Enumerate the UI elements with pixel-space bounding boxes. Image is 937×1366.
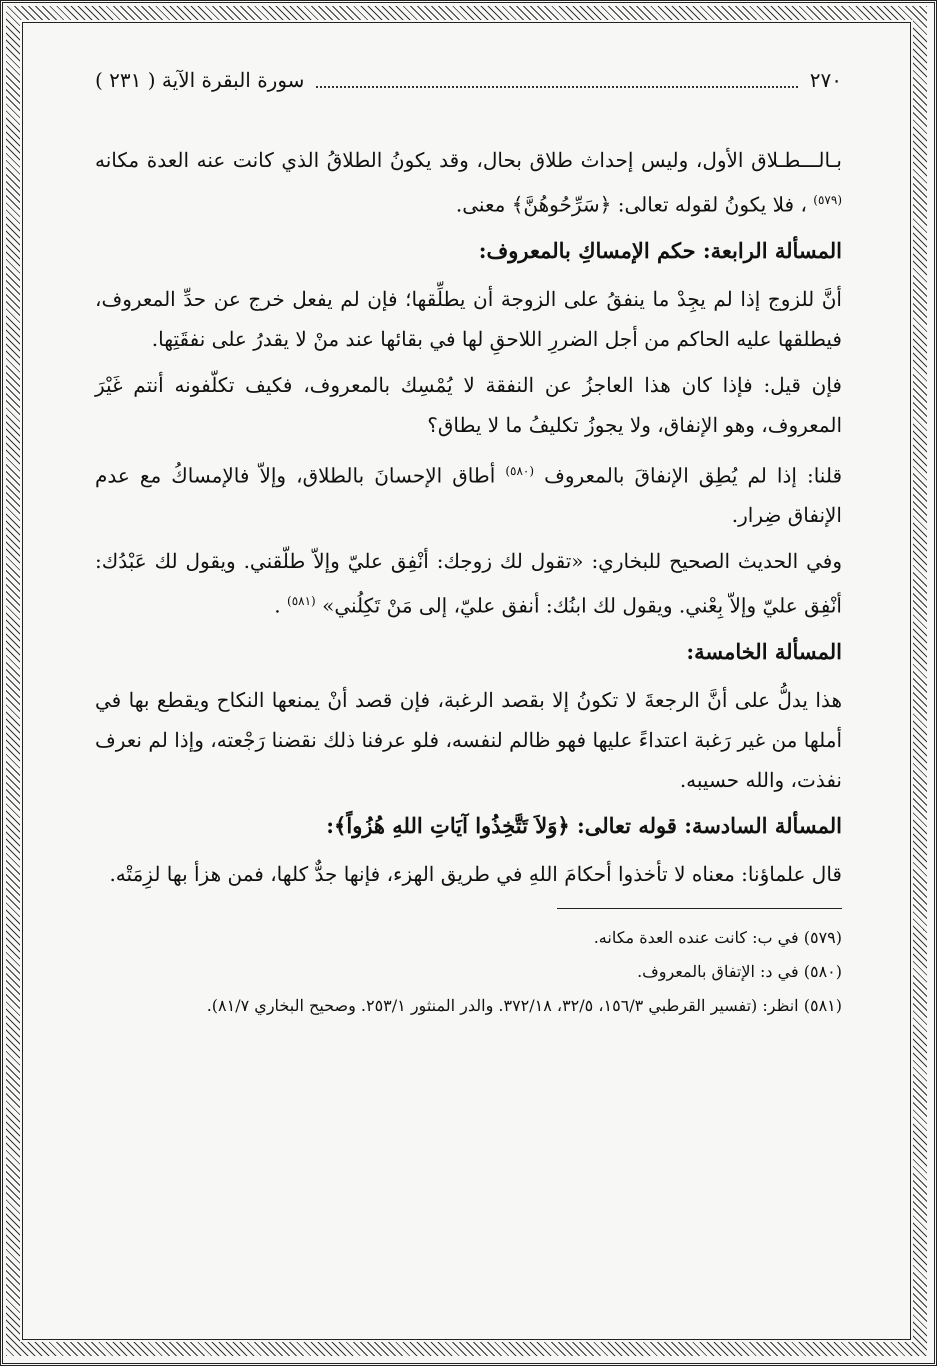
paragraph-text-cont: أطاق الإحسانَ بالطلاق، وإلاّ فالإمساكُ مع عدم الإنفاق ضِرار. <box>95 463 842 528</box>
section-heading <box>95 806 842 846</box>
section-heading <box>95 231 842 271</box>
running-header <box>95 60 842 100</box>
paragraph-text-cont: . <box>274 593 281 618</box>
section-heading <box>95 632 842 672</box>
footnote <box>95 991 842 1021</box>
paragraph <box>95 541 842 626</box>
paragraph-text: هذا يدلُّ على أنَّ الرجعةَ لا تكونُ إلا بقصد الرغبة، فإن قصد أنْ يمنعها النكاح ويقطع بها في أملها من غير رَغبة اعتداءً عليها فهو ظالم لنفسه، فلو عرفنا ذلك نقضنا رَجْعته، وإذا لم نعرف نفذت، والله حسيبه. <box>95 687 842 792</box>
paragraph-text: قال علماؤنا: معناه لا تأخذوا أحكامَ اللهِ في طريق الهزء، فإنها جدٌّ كلها، فمن هزأ بها لزِمَتْه. <box>109 861 842 886</box>
footnote-ref: (٥٧٩) <box>813 193 842 207</box>
footnote-number: (٥٨٠) <box>803 961 842 981</box>
paragraph <box>95 140 842 225</box>
header-dot-leader <box>316 72 797 88</box>
footnote-ref: (٥٨٠) <box>505 463 535 478</box>
body-text <box>95 140 842 894</box>
footnote-text: في د: الإتفاق بالمعروف. <box>637 961 799 981</box>
paragraph-text: فإن قيل: فإذا كان هذا العاجزُ عن النفقة لا يُمْسِك بالمعروف، فكيف تكلّفونه أنتم غَيْرَ المعروف، وهو الإنفاق، ولا يجوزُ تكليفُ ما لا يطاق؟ <box>95 372 842 437</box>
footnote-separator <box>557 908 842 909</box>
paragraph <box>95 279 842 359</box>
paragraph-text: بـالـــطـلاق الأول، وليس إحداث طلاق بحال، وقد يكونُ الطلاقُ الذي كانت عنه العدة مكانه <box>95 148 842 172</box>
running-title: سورة البقرة الآية ( ٢٣١ ) <box>95 68 305 92</box>
paragraph-text: المسألة الخامسة: <box>686 638 842 664</box>
paragraph-text-cont: ، فلا يكونُ لقوله تعالى: ﴿سَرِّحُوهُنَّ﴾ معنى. <box>455 192 807 217</box>
paragraph-text: وفي الحديث الصحيح للبخاري: «تقول لك زوجك: أنْفِق عليّ وإلاّ طلّقني. ويقول لك عَبْدُك: أنْفِق عليّ وإلاّ بِعْني. ويقول لك ابنُك: أنفق عليّ، إلى مَنْ تَكِلُني» <box>95 549 842 618</box>
paragraph <box>95 680 842 800</box>
footnote <box>95 957 842 987</box>
footnote <box>95 923 842 953</box>
paragraph-text: المسألة الرابعة: حكم الإمساكِ بالمعروف: <box>478 237 842 263</box>
paragraph <box>95 365 842 445</box>
paragraph-text: قلنا: إذا لم يُطِق الإنفاقَ بالمعروف <box>544 463 843 488</box>
page-number: ٢٧٠ <box>809 68 842 92</box>
footnote-text: في ب: كانت عنده العدة مكانه. <box>593 927 799 947</box>
paragraph <box>95 451 842 536</box>
footnote-number: (٥٨١) <box>803 995 842 1015</box>
footnote-number: (٥٧٩) <box>803 927 842 947</box>
paragraph <box>95 854 842 894</box>
footnote-ref: (٥٨١) <box>287 594 316 609</box>
paragraph-text: أنَّ للزوج إذا لم يجِدْ ما ينفقُ على الزوجة أن يطلِّقها؛ فإن لم يفعل خرج عن حدِّ المعروف، فيطلقها عليه الحاكم من أجل الضررِ اللاحقِ لها في بقائها عند منْ لا يقدرُ على نفقَتِها. <box>95 286 842 351</box>
page-content <box>95 60 842 1306</box>
paragraph-text: المسألة السادسة: قوله تعالى: ﴿وَلاَ تَتَّخِذُوا آيَاتِ اللهِ هُزُواً﴾: <box>326 812 842 838</box>
footnote-text: انظر: (تفسير القرطبي ١٥٦/٣، ٣٢/٥، ٣٧٢/١٨. والدر المنثور ٢٥٣/١. وصحيح البخاري ٨١/٧). <box>206 995 799 1015</box>
footnotes <box>95 923 842 1021</box>
